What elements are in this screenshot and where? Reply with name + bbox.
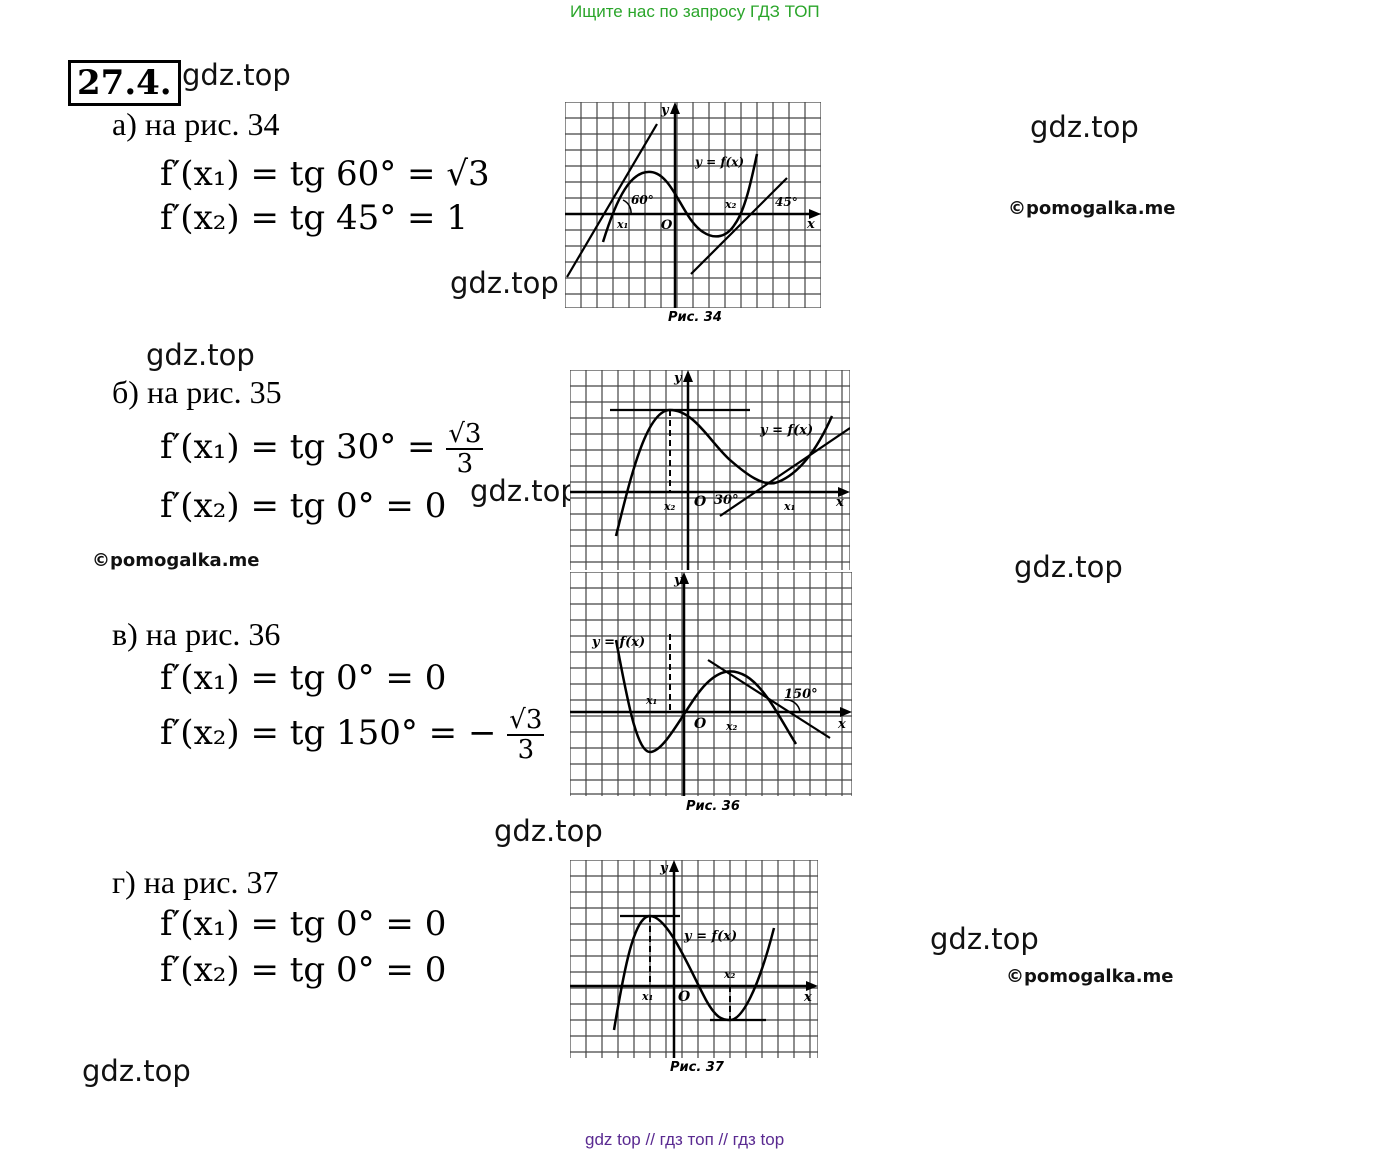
figure-37-caption: Рис. 37	[670, 1060, 724, 1075]
angle-150-label: 150°	[784, 687, 818, 702]
origin-label: O	[678, 989, 691, 1005]
part-c-eq2-left: f′(x₂) = tg 150° = −	[160, 713, 497, 753]
grid	[570, 370, 850, 570]
x2-label: x₂	[726, 720, 738, 733]
watermark-pomogalka: ©pomogalka.me	[1006, 966, 1174, 987]
watermark-gdz: gdz.top	[146, 338, 255, 372]
figure-36-caption: Рис. 36	[686, 799, 740, 814]
fraction-numerator: √3	[448, 419, 482, 449]
figure-36	[570, 572, 852, 796]
part-b-eq2: f′(x₂) = tg 0° = 0	[160, 486, 447, 526]
y-axis-label: y	[674, 573, 682, 588]
fraction-numerator: √3	[509, 705, 543, 735]
angle-30-label: 30°	[714, 493, 739, 508]
axes	[570, 370, 850, 570]
part-c-eq2	[160, 706, 544, 764]
part-d-eq2: f′(x₂) = tg 0° = 0	[160, 950, 447, 990]
origin-label: O	[694, 494, 707, 510]
part-a-eq1: f′(x₁) = tg 60° = √3	[160, 154, 490, 194]
grid	[570, 572, 852, 796]
part-b-eq1-left: f′(x₁) = tg 30° =	[160, 427, 436, 467]
watermark-gdz: gdz.top	[450, 266, 559, 300]
x1-label: x₁	[642, 990, 654, 1003]
grid	[570, 860, 818, 1058]
figure-37	[570, 860, 818, 1058]
y-axis-label: y	[660, 861, 668, 876]
x-axis-label: x	[838, 717, 846, 732]
x1-label: x₁	[646, 694, 658, 707]
watermark-gdz: gdz.top	[494, 814, 603, 848]
watermark-gdz: gdz.top	[182, 58, 291, 92]
x2-label: x₂	[724, 968, 736, 981]
footer-links[interactable]: gdz top // гдз топ // гдз top	[585, 1130, 785, 1149]
figure-34-caption: Рис. 34	[668, 310, 722, 325]
watermark-gdz: gdz.top	[930, 922, 1039, 956]
angle-60-label: 60°	[631, 193, 654, 207]
fraction	[446, 420, 483, 478]
angle-arc	[623, 200, 631, 214]
problem-number: 27.4.	[68, 60, 181, 106]
fraction	[507, 706, 544, 764]
y-axis-label: y	[674, 371, 682, 386]
function-label: y = f(x)	[592, 635, 646, 650]
function-label: y = f(x)	[684, 929, 738, 944]
x2-label: x₂	[725, 198, 737, 211]
part-c-eq1: f′(x₁) = tg 0° = 0	[160, 658, 447, 698]
axes	[570, 860, 818, 1058]
watermark-gdz: gdz.top	[1030, 110, 1139, 144]
watermark-gdz: gdz.top	[470, 474, 579, 508]
origin-label: O	[661, 218, 673, 233]
function-label: y = f(x)	[760, 423, 814, 438]
x1-label: x₁	[784, 500, 796, 513]
part-b-eq1	[160, 420, 483, 478]
x2-label: x₂	[664, 500, 676, 513]
function-label: y = f(x)	[695, 155, 745, 169]
x-axis-label: x	[836, 495, 844, 510]
fraction-denominator: 3	[456, 449, 474, 479]
figure-34	[565, 102, 821, 308]
part-b-heading: б) на рис. 35	[112, 374, 282, 410]
part-d-eq1: f′(x₁) = tg 0° = 0	[160, 904, 447, 944]
part-c-heading: в) на рис. 36	[112, 616, 281, 652]
angle-45-label: 45°	[775, 195, 798, 209]
origin-label: O	[694, 716, 707, 732]
y-axis-label: y	[661, 103, 669, 118]
watermark-gdz: gdz.top	[1014, 550, 1123, 584]
search-note: Ищите нас по запросу ГДЗ ТОП	[570, 2, 820, 21]
part-d-heading: г) на рис. 37	[112, 864, 279, 900]
x-axis-label: x	[807, 217, 815, 232]
x1-label: x₁	[617, 218, 629, 231]
x-axis-label: x	[804, 990, 812, 1005]
fraction-denominator: 3	[517, 735, 535, 765]
part-a-heading: а) на рис. 34	[112, 106, 280, 142]
figure-35	[570, 370, 850, 570]
function-curve	[616, 640, 796, 752]
watermark-gdz: gdz.top	[82, 1054, 191, 1088]
part-a-eq2: f′(x₂) = tg 45° = 1	[160, 198, 468, 238]
watermark-pomogalka: ©pomogalka.me	[92, 550, 260, 571]
watermark-pomogalka: ©pomogalka.me	[1008, 198, 1176, 219]
